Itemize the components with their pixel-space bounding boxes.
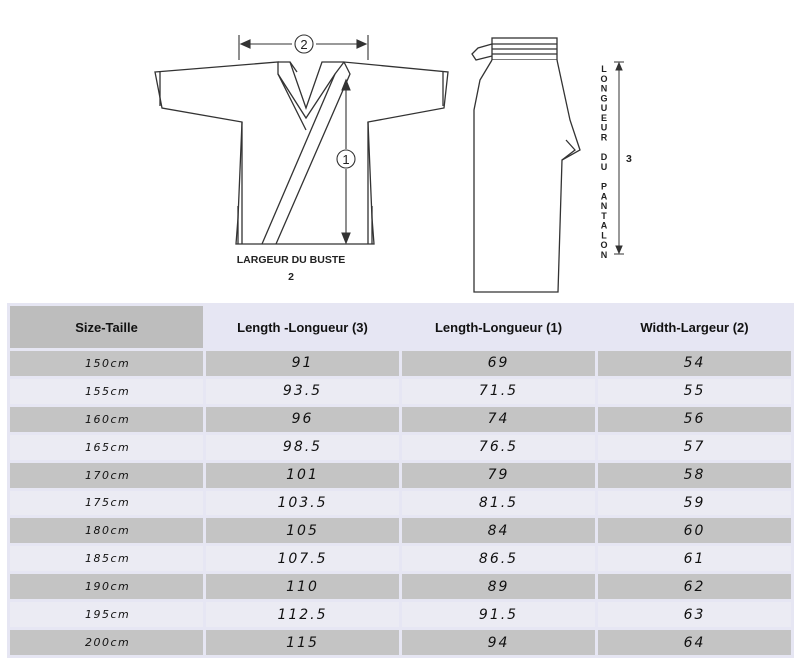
pants-length-arrow xyxy=(614,62,624,254)
value-cell: 71.5 xyxy=(402,379,595,404)
value-cell: 61 xyxy=(598,546,791,571)
value-cell: 59 xyxy=(598,491,791,516)
width-marker: 2 xyxy=(300,37,308,52)
pants-label-letter: A xyxy=(600,220,608,231)
size-cell: 190cm xyxy=(10,574,203,599)
value-cell: 56 xyxy=(598,407,791,432)
value-cell: 105 xyxy=(206,518,399,543)
table-row xyxy=(10,351,791,376)
value-cell: 58 xyxy=(598,463,791,488)
value-cell: 64 xyxy=(598,630,791,655)
value-cell: 101 xyxy=(206,463,399,488)
table-row xyxy=(10,435,791,460)
pants-label-letter: E xyxy=(600,112,608,123)
size-cell: 155cm xyxy=(10,379,203,404)
table-row xyxy=(10,574,791,599)
pants-label-letter: G xyxy=(600,93,608,104)
pants-label-letter: U xyxy=(600,103,608,114)
header-length-1: Length-Longueur (1) xyxy=(402,306,595,348)
pants-label-letter: N xyxy=(600,83,608,94)
pants-label-letter: R xyxy=(600,132,608,143)
value-cell: 98.5 xyxy=(206,435,399,460)
length-marker: 1 xyxy=(342,152,350,167)
size-cell: 195cm xyxy=(10,602,203,627)
pants-number: 3 xyxy=(626,153,632,165)
table-row xyxy=(10,407,791,432)
pants-label-letter: L xyxy=(601,230,607,241)
table-row xyxy=(10,518,791,543)
pants-label-letter: A xyxy=(600,191,608,202)
value-cell: 55 xyxy=(598,379,791,404)
table-header-row xyxy=(10,306,791,348)
table-row xyxy=(10,630,791,655)
table-row xyxy=(10,463,791,488)
pants-length-label xyxy=(600,64,607,260)
value-cell: 107.5 xyxy=(206,546,399,571)
value-cell: 60 xyxy=(598,518,791,543)
value-cell: 115 xyxy=(206,630,399,655)
value-cell: 93.5 xyxy=(206,379,399,404)
size-cell: 200cm xyxy=(10,630,203,655)
bust-number: 2 xyxy=(288,271,294,283)
pants-label-letter: T xyxy=(601,210,607,221)
uniform-diagram xyxy=(0,0,797,300)
value-cell: 63 xyxy=(598,602,791,627)
size-cell: 175cm xyxy=(10,491,203,516)
size-cell: 170cm xyxy=(10,463,203,488)
value-cell: 74 xyxy=(402,407,595,432)
pants-label-letter: N xyxy=(600,201,608,212)
size-cell: 185cm xyxy=(10,546,203,571)
value-cell: 76.5 xyxy=(402,435,595,460)
value-cell: 91.5 xyxy=(402,602,595,627)
value-cell: 110 xyxy=(206,574,399,599)
pants-drawing xyxy=(472,38,580,292)
value-cell: 57 xyxy=(598,435,791,460)
pants-label-letter: L xyxy=(601,64,607,74)
value-cell: 96 xyxy=(206,407,399,432)
value-cell: 79 xyxy=(402,463,595,488)
table-row xyxy=(10,602,791,627)
jacket-drawing xyxy=(155,62,448,244)
pants-label-letter: O xyxy=(600,240,608,251)
value-cell: 81.5 xyxy=(402,491,595,516)
bust-label: LARGEUR DU BUSTE xyxy=(236,254,346,266)
pants-label-letter: O xyxy=(600,73,608,84)
table-row xyxy=(10,379,791,404)
value-cell: 84 xyxy=(402,518,595,543)
pants-label-letter: D xyxy=(600,152,608,163)
pants-label-letter: U xyxy=(600,161,608,172)
size-chart-table xyxy=(7,303,794,658)
size-cell: 160cm xyxy=(10,407,203,432)
pants-label-letter: U xyxy=(600,122,608,133)
size-cell: 165cm xyxy=(10,435,203,460)
table-row xyxy=(10,546,791,571)
table-row xyxy=(10,491,791,516)
pants-label-letter: N xyxy=(600,250,608,260)
size-cell: 180cm xyxy=(10,518,203,543)
value-cell: 89 xyxy=(402,574,595,599)
value-cell: 62 xyxy=(598,574,791,599)
value-cell: 91 xyxy=(206,351,399,376)
value-cell: 54 xyxy=(598,351,791,376)
value-cell: 69 xyxy=(402,351,595,376)
pants-label-letter: P xyxy=(600,181,608,192)
size-cell: 150cm xyxy=(10,351,203,376)
value-cell: 103.5 xyxy=(206,491,399,516)
value-cell: 86.5 xyxy=(402,546,595,571)
header-length-3: Length -Longueur (3) xyxy=(206,306,399,348)
value-cell: 112.5 xyxy=(206,602,399,627)
header-size: Size-Taille xyxy=(10,306,203,348)
value-cell: 94 xyxy=(402,630,595,655)
header-width-2: Width-Largeur (2) xyxy=(598,306,791,348)
